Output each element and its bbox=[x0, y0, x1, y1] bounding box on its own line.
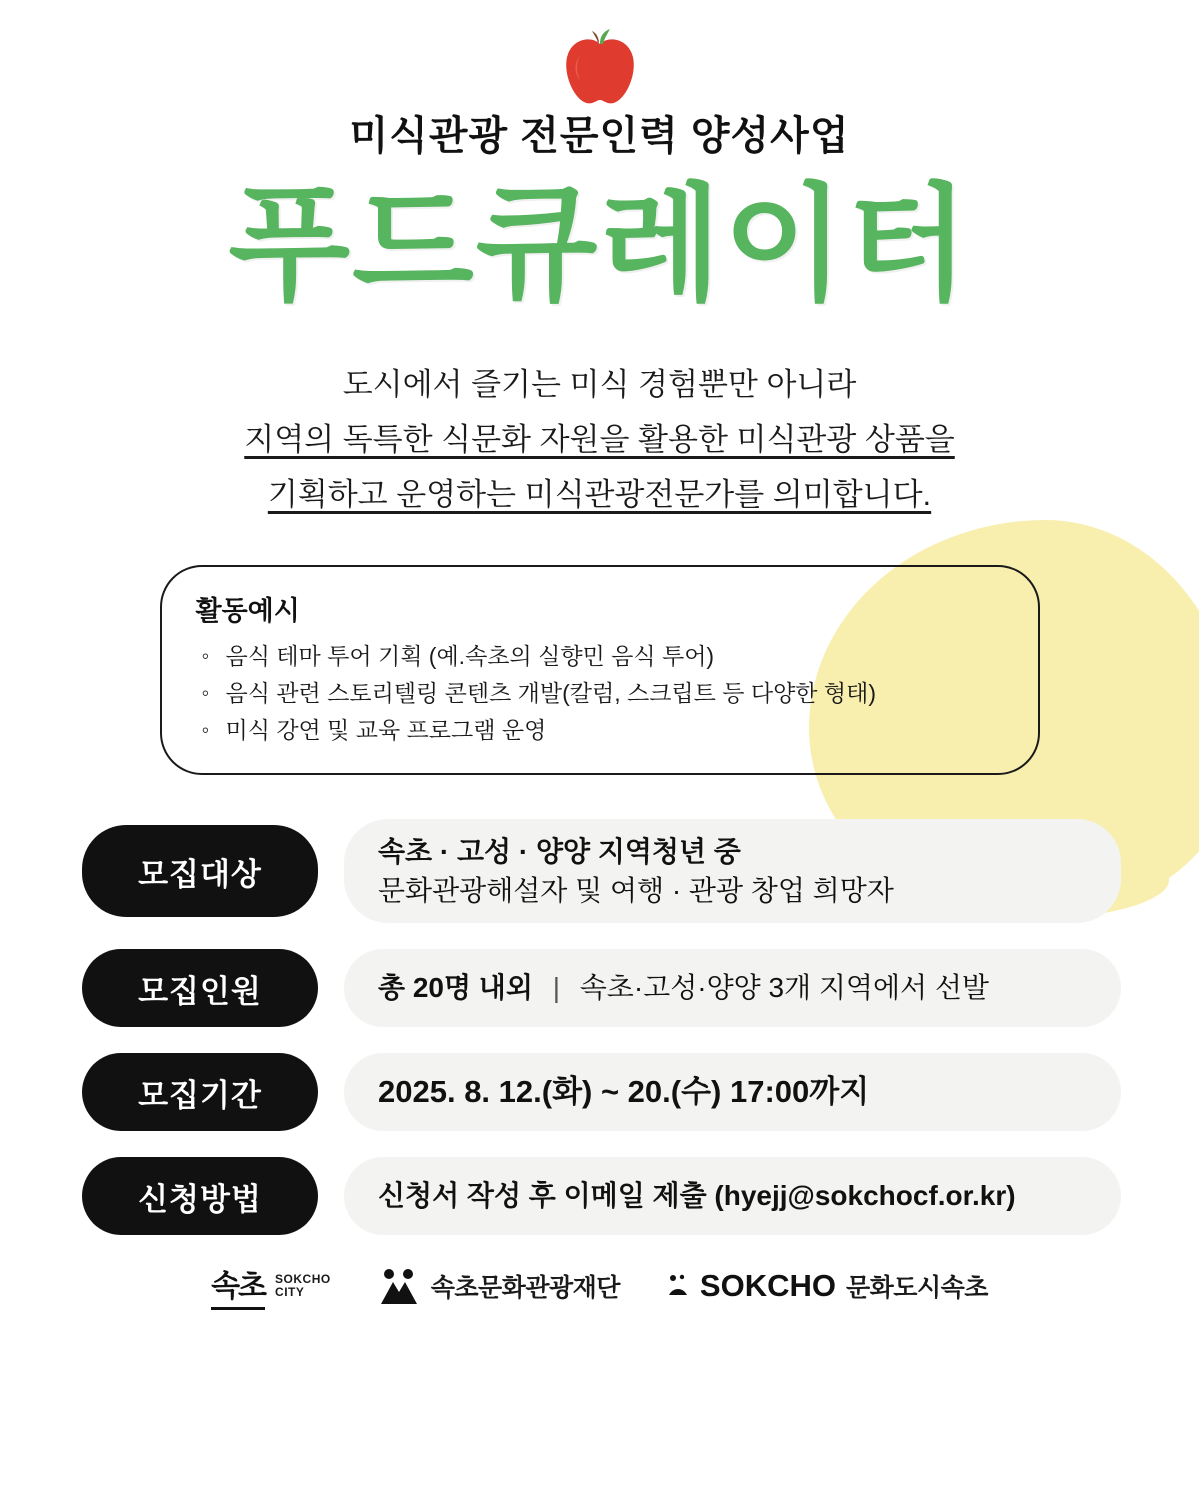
description-line-3: 기획하고 운영하는 미식관광전문가를 의미합니다. bbox=[267, 477, 932, 513]
list-item: ◦ 음식 관련 스토리텔링 콘텐츠 개발(칼럼, 스크립트 등 다양한 형태) bbox=[196, 675, 1004, 712]
apple-icon bbox=[554, 28, 646, 108]
info-value-period bbox=[344, 1053, 1121, 1131]
description-line-1: 도시에서 즐기는 미식 경험뿐만 아니라 bbox=[342, 367, 857, 403]
activity-example-title: 활동예시 bbox=[195, 595, 300, 626]
activity-example-box bbox=[160, 565, 1040, 776]
foundation-symbol-icon bbox=[377, 1266, 421, 1306]
foundation-label: 속초문화관광재단 bbox=[430, 1273, 620, 1302]
culture-city-word: SOKCHO bbox=[699, 1267, 836, 1303]
description-line-2: 지역의 독특한 식문화 자원을 활용한 미식관광 상품을 bbox=[244, 422, 955, 458]
footer-logos bbox=[0, 1261, 1199, 1310]
sokcho-city-en bbox=[275, 1273, 331, 1298]
info-rows bbox=[0, 819, 1199, 1235]
info-value-apply-method-line: 신청서 작성 후 이메일 제출 (hyejj@sokchocf.or.kr) bbox=[378, 1180, 1016, 1212]
poster-title: 푸드큐레이터 bbox=[228, 174, 971, 315]
sokcho-city-en-line1: SOKCHO bbox=[275, 1272, 331, 1287]
logo-sokcho-city bbox=[211, 1261, 331, 1310]
info-value-apply-method bbox=[344, 1157, 1121, 1235]
list-item: ◦ 미식 강연 및 교육 프로그램 운영 bbox=[196, 712, 1004, 749]
info-row-period bbox=[82, 1053, 1121, 1131]
info-value-target bbox=[344, 819, 1121, 923]
info-value-period-line: 2025. 8. 12.(화) ~ 20.(수) 17:00까지 bbox=[378, 1074, 870, 1110]
logo-sokcho-foundation bbox=[377, 1266, 620, 1306]
info-value-headcount-line bbox=[378, 968, 1087, 1008]
sokcho-city-ko: 속초 bbox=[211, 1261, 265, 1310]
info-label-period: 모집기간 bbox=[82, 1053, 318, 1131]
list-item: ◦ 음식 테마 투어 기획 (예.속초의 실향민 음식 투어) bbox=[196, 638, 1004, 675]
culture-city-label: 문화도시속초 bbox=[846, 1273, 988, 1302]
headcount-normal: 속초·고성·양양 3개 지역에서 선발 bbox=[579, 972, 989, 1004]
info-row-headcount bbox=[82, 949, 1121, 1027]
activity-example-list bbox=[196, 638, 1004, 750]
logo-culture-city-sokcho bbox=[666, 1268, 988, 1304]
headcount-strong: 총 20명 내외 bbox=[378, 972, 533, 1004]
apple-illustration-wrap bbox=[0, 0, 1199, 88]
info-row-apply-method bbox=[82, 1157, 1121, 1235]
info-value-target-line2: 문화관광해설자 및 여행 · 관광 창업 희망자 bbox=[378, 875, 894, 907]
sokcho-city-mark-icon bbox=[211, 1261, 265, 1310]
info-label-apply-method: 신청방법 bbox=[82, 1157, 318, 1235]
info-value-headcount bbox=[344, 949, 1121, 1027]
poster-subject: 미식관광 전문인력 양성사업 bbox=[349, 114, 850, 158]
culture-city-symbol-icon bbox=[666, 1273, 690, 1299]
info-label-target: 모집대상 bbox=[82, 825, 318, 917]
info-row-target bbox=[82, 819, 1121, 923]
poster-description bbox=[0, 357, 1199, 523]
headcount-separator: | bbox=[552, 972, 560, 1004]
sokcho-city-en-line2: CITY bbox=[275, 1284, 305, 1299]
info-label-headcount: 모집인원 bbox=[82, 949, 318, 1027]
info-value-target-line1: 속초 · 고성 · 양양 지역청년 중 bbox=[378, 835, 741, 867]
